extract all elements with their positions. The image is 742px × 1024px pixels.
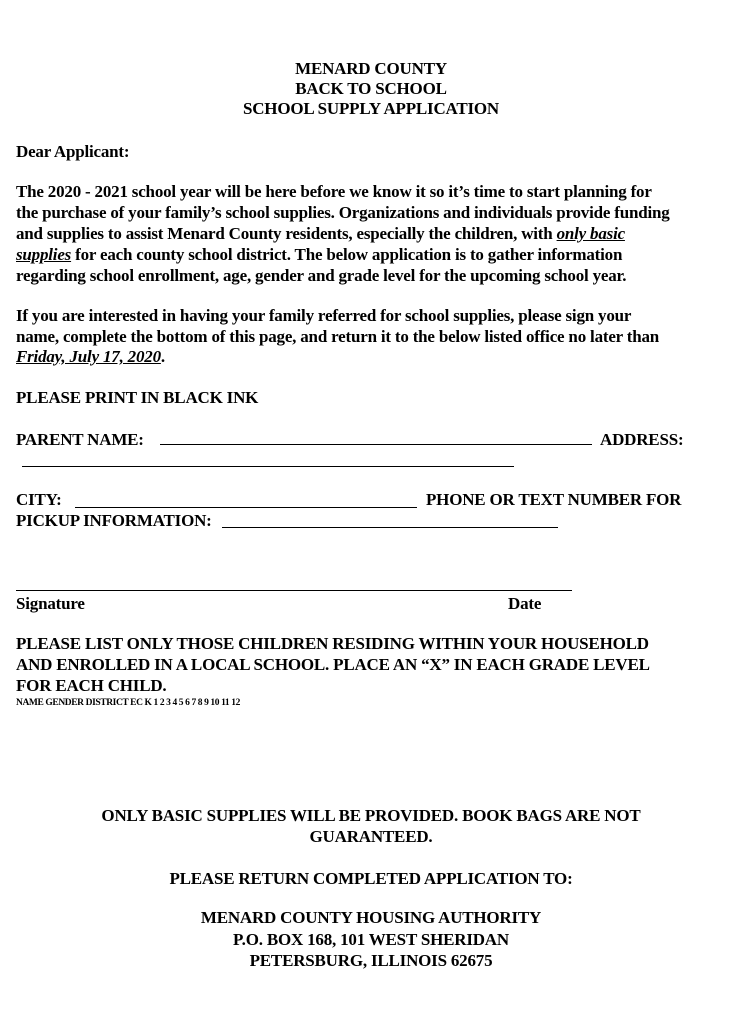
office-name: MENARD COUNTY HOUSING AUTHORITY — [200, 908, 542, 927]
return-instruction: PLEASE RETURN COMPLETED APPLICATION TO: — [169, 869, 573, 888]
text-line: AND ENROLLED IN A LOCAL SCHOOL. PLACE AN “X” IN EACH GRADE LEVEL — [16, 655, 650, 674]
text-line: FOR EACH CHILD. — [16, 676, 167, 695]
text-line: If you are interested in having your family referred for school supplies, please sign your — [16, 306, 632, 325]
emphasis: only basic — [556, 224, 625, 243]
text-line: name, complete the bottom of this page, and return it to the below listed office no later than — [16, 327, 660, 346]
text-line — [16, 245, 622, 265]
address-field[interactable] — [22, 466, 514, 467]
date-label: Date — [508, 594, 542, 613]
children-table-header: NAME GENDER DISTRICT EC K 1 2 3 4 5 6 7 8 9 10 11 12 — [16, 698, 240, 708]
document-title: SCHOOL SUPPLY APPLICATION — [242, 99, 500, 118]
text-line — [16, 224, 625, 244]
signature-field[interactable] — [16, 590, 572, 591]
phone-label: PHONE OR TEXT NUMBER FOR — [426, 490, 682, 509]
header-line: BACK TO SCHOOL — [295, 79, 447, 98]
office-street: P.O. BOX 168, 101 WEST SHERIDAN — [233, 930, 509, 949]
office-city: PETERSBURG, ILLINOIS 62675 — [249, 951, 493, 970]
text-line: The 2020 - 2021 school year will be here before we know it so it’s time to start planning for — [16, 182, 652, 201]
address-label: ADDRESS: — [600, 430, 684, 449]
greeting: Dear Applicant: — [16, 142, 130, 161]
city-field[interactable] — [75, 507, 417, 508]
signature-label: Signature — [16, 594, 85, 613]
text-line: ONLY BASIC SUPPLIES WILL BE PROVIDED. BOOK BAGS ARE NOT — [101, 806, 641, 825]
city-label: CITY: — [16, 490, 62, 509]
parent-name-field[interactable] — [160, 444, 592, 445]
phone-field[interactable] — [222, 527, 558, 528]
text-line: GUARANTEED. — [309, 827, 433, 846]
header-line: MENARD COUNTY — [295, 59, 447, 78]
text-line: the purchase of your family’s school supplies. Organizations and individuals provide funding — [16, 203, 670, 222]
text: and supplies to assist Menard County residents, especially the children, with — [16, 224, 557, 243]
text-line: regarding school enrollment, age, gender and grade level for the upcoming school year. — [16, 266, 627, 285]
emphasis: supplies — [16, 245, 72, 264]
parent-name-label: PARENT NAME: — [16, 430, 144, 449]
deadline-date: Friday, July 17, 2020 — [16, 347, 161, 366]
ink-instruction: PLEASE PRINT IN BLACK INK — [16, 388, 259, 407]
text-line: PLEASE LIST ONLY THOSE CHILDREN RESIDING WITHIN YOUR HOUSEHOLD — [16, 634, 649, 653]
text: for each county school district. The below application is to gather information — [71, 245, 623, 264]
pickup-label: PICKUP INFORMATION: — [16, 511, 212, 530]
text-line — [16, 347, 165, 367]
text: . — [160, 347, 165, 366]
